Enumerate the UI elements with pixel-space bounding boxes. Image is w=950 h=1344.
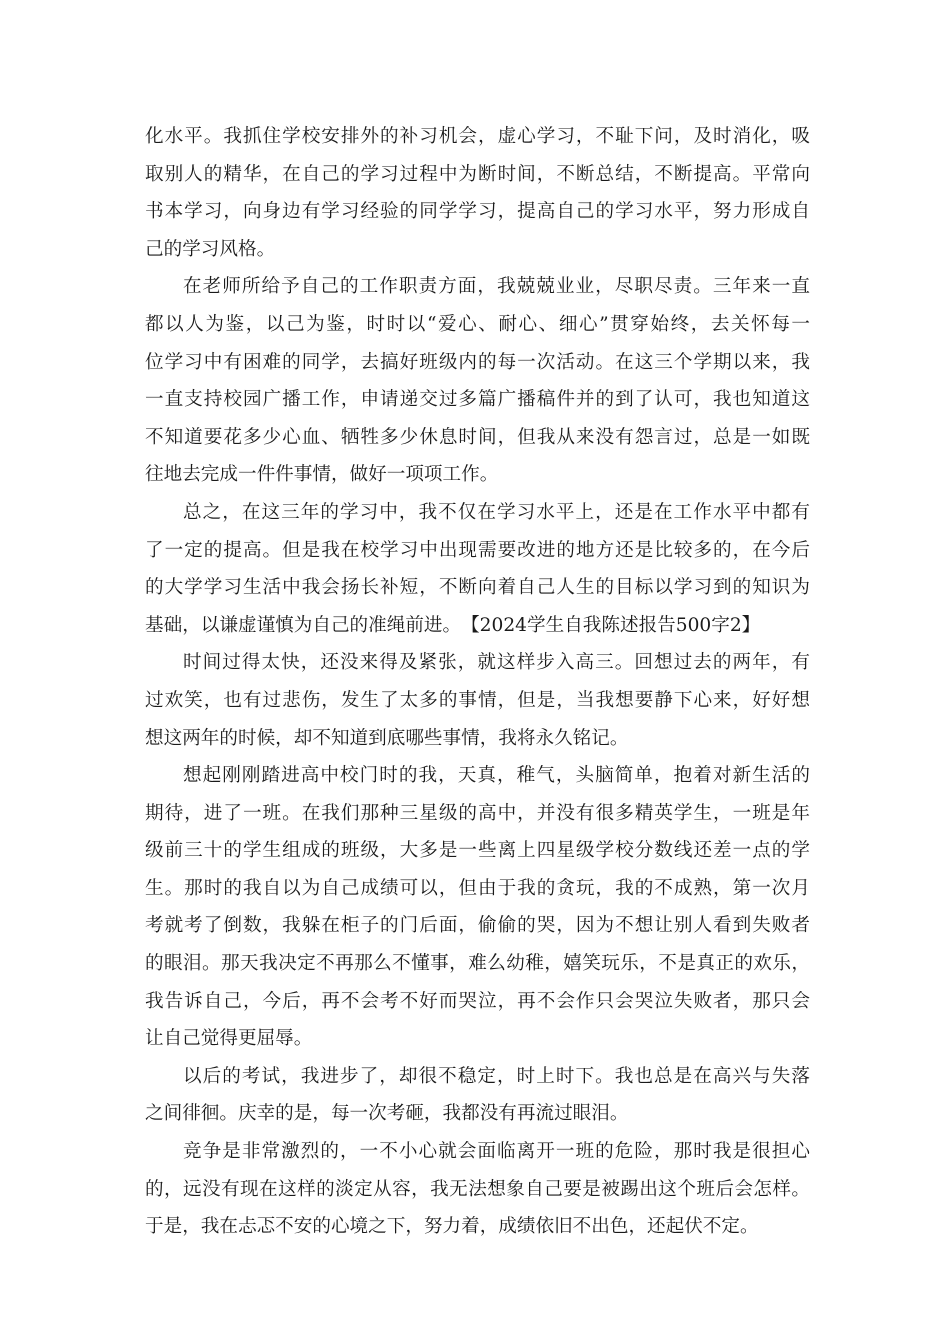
paragraph — [145, 757, 810, 1058]
text-line: 都以人为鉴，以己为鉴，时时以“爱心、耐心、细心”贯穿始终，去关怀每一 — [145, 313, 810, 335]
text-line: 基础，以谦虚谨慎为自己的准绳前进。 【2024学生自我陈述报告500字2】 — [145, 614, 761, 636]
text-line: 取别人的精华，在自己的学习过程中为断时间，不断总结，不断提高。平常向 — [145, 163, 810, 185]
text-line: 让自己觉得更屈辱。 — [145, 1028, 313, 1050]
text-line: 考就考了倒数，我躲在柜子的门后面，偷偷的哭，因为不想让别人看到失败者 — [145, 915, 810, 937]
text-line: 以后的考试，我进步了，却很不稳定，时上时下。我也总是在高兴与失落 — [183, 1065, 810, 1087]
text-line: 化水平。我抓住学校安排外的补习机会，虚心学习，不耻下问，及时消化，吸 — [145, 126, 810, 147]
paragraph — [145, 494, 810, 644]
text-line: 往地去完成一件件事情，做好一项项工作。 — [145, 464, 499, 486]
text-line: 书本学习，向身边有学习经验的同学学习，提高自己的学习水平，努力形成自 — [145, 201, 810, 223]
text-line: 于是，我在忐忑不安的心境之下，努力着，成绩依旧不出色，还起伏不定。 — [145, 1216, 759, 1238]
paragraph — [145, 1058, 810, 1133]
text-line: 在老师所给予自己的工作职责方面，我兢兢业业，尽职尽责。三年来一直 — [183, 276, 810, 298]
text-line: 过欢笑，也有过悲伤，发生了太多的事情，但是，当我想要静下心来，好好想 — [145, 689, 810, 711]
text-line: 竞争是非常激烈的，一不小心就会面临离开一班的危险，那时我是很担心 — [183, 1141, 810, 1163]
text-line: 我告诉自己，今后，再不会考不好而哭泣，再不会作只会哭泣失败者，那只会 — [145, 990, 810, 1012]
paragraph — [145, 644, 810, 757]
document-body — [145, 118, 810, 1246]
text-line: 时间过得太快，还没来得及紧张，就这样步入高三。回想过去的两年，有 — [183, 652, 810, 674]
paragraph — [145, 1133, 810, 1246]
text-line: 的眼泪。那天我决定不再那么不懂事，难么幼稚，嬉笑玩乐，不是真正的欢乐， — [145, 953, 810, 975]
text-line: 总之，在这三年的学习中，我不仅在学习水平上，还是在工作水平中都有 — [183, 501, 810, 523]
text-line: 期待，进了一班。在我们那种三星级的高中，并没有很多精英学生，一班是年 — [145, 802, 810, 824]
text-line: 想起刚刚踏进高中校门时的我，天真，稚气，头脑简单，抱着对新生活的 — [183, 765, 810, 787]
text-line: 级前三十的学生组成的班级，大多是一些离上四星级学校分数线还差一点的学 — [145, 840, 810, 862]
text-line: 的，远没有现在这样的淡定从容，我无法想象自己要是被踢出这个班后会怎样。 — [145, 1178, 810, 1200]
text-line: 之间徘徊。庆幸的是，每一次考砸，我都没有再流过眼泪。 — [145, 1103, 629, 1125]
text-line: 位学习中有困难的同学，去搞好班级内的每一次活动。在这三个学期以来，我 — [145, 351, 810, 373]
text-line: 不知道要花多少心血、牺牲多少休息时间，但我从来没有怨言过，总是一如既 — [145, 426, 810, 448]
paragraph — [145, 118, 810, 268]
text-line: 己的学习风格。 — [145, 238, 276, 260]
paragraph — [145, 268, 810, 494]
text-line: 了一定的提高。但是我在校学习中出现需要改进的地方还是比较多的，在今后 — [145, 539, 810, 561]
text-line: 一直支持校园广播工作，申请递交过多篇广播稿件并的到了认可，我也知道这 — [145, 389, 810, 411]
text-line: 的大学学习生活中我会扬长补短，不断向着自己人生的目标以学习到的知识为 — [145, 577, 810, 599]
text-line: 想这两年的时候，却不知道到底哪些事情，我将永久铭记。 — [145, 727, 629, 749]
text-line: 生。那时的我自以为自己成绩可以，但由于我的贪玩，我的不成熟，第一次月 — [145, 877, 810, 899]
